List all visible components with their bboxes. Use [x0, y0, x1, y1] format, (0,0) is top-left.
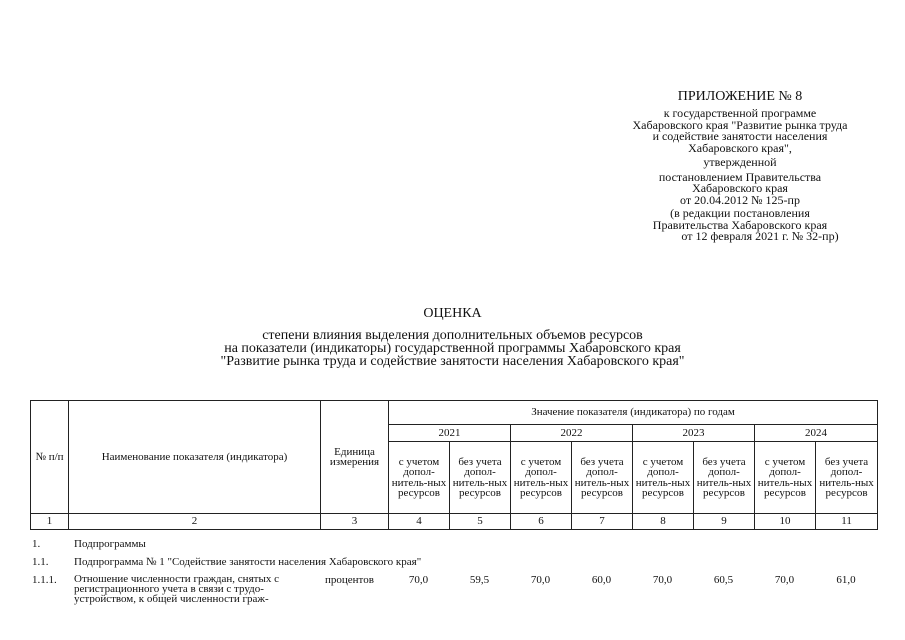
title-subline: на показатели (индикаторы) государственной программы Хабаровского края [224, 341, 681, 356]
header-values: Значение показателя (индикатора) по годам [389, 401, 878, 425]
header-year: 2022 [511, 425, 633, 442]
header-year: 2023 [633, 425, 755, 442]
row-number: 1.1. [32, 556, 49, 568]
value-2024-without: 61,0 [836, 574, 856, 586]
header-no: № п/п [31, 401, 69, 514]
title-subline: степени влияния выделения дополнительных объемов ресурсов [262, 328, 643, 343]
indicator-name-line: Отношение численности граждан, снятых с [74, 573, 279, 585]
value-2023-without: 60,5 [713, 574, 734, 586]
header-without-resources: без учета допол-нитель-ных ресурсов [450, 442, 511, 514]
appendix-line: Хабаровского края", [688, 140, 792, 155]
column-number: 7 [572, 514, 633, 530]
row-text: Подпрограмма № 1 "Содействие занятости населения Хабаровского края" [74, 556, 422, 568]
column-number: 1 [31, 514, 69, 530]
appendix-line: к государственной программе [663, 106, 817, 120]
header-without-resources: без учета допол-нитель-ных ресурсов [572, 442, 633, 514]
header-year: 2021 [389, 425, 511, 442]
header-year: 2024 [755, 425, 878, 442]
column-number: 4 [389, 514, 450, 530]
indicators-table [30, 400, 878, 530]
appendix-line: Правительства Хабаровского края [652, 217, 828, 232]
column-number: 3 [321, 514, 389, 530]
appendix-line: утвержденной [703, 155, 777, 169]
title-main: ОЦЕНКА [423, 306, 482, 321]
indicator-name-line: регистрационного учета в связи с трудо- [74, 583, 264, 595]
column-number: 5 [450, 514, 511, 530]
header-with-resources: с учетом допол-нитель-ных ресурсов [389, 442, 450, 514]
appendix-line: от 12 февраля 2021 г. № 32-пр) [681, 229, 839, 243]
header-with-resources: с учетом допол-нитель-ных ресурсов [755, 442, 816, 514]
column-number: 11 [816, 514, 878, 530]
header-with-resources: с учетом допол-нитель-ных ресурсов [633, 442, 694, 514]
value-2021-without: 59,5 [469, 574, 490, 586]
row-text: Подпрограммы [74, 538, 146, 550]
indicator-unit: процентов [325, 574, 374, 586]
indicator-name-line: устройством, к общей численности граж- [74, 593, 269, 605]
column-number: 2 [69, 514, 321, 530]
header-name: Наименование показателя (индикатора) [69, 401, 321, 514]
appendix-heading: ПРИЛОЖЕНИЕ № 8 [677, 89, 803, 104]
appendix-line: Хабаровского края "Развитие рынка труда [632, 117, 848, 132]
header-with-resources: с учетом допол-нитель-ных ресурсов [511, 442, 572, 514]
indicator-name [74, 574, 279, 604]
value-2022-without: 60,0 [591, 574, 612, 586]
header-without-resources: без учета допол-нитель-ных ресурсов [694, 442, 755, 514]
column-number: 8 [633, 514, 694, 530]
column-number: 6 [511, 514, 572, 530]
appendix-block [600, 90, 880, 243]
appendix-line: постановлением Правительства [658, 169, 822, 184]
appendix-line: (в редакции постановления [670, 206, 810, 220]
row-number: 1.1.1. [32, 574, 57, 586]
header-unit: Единица измерения [321, 401, 389, 514]
column-number: 9 [694, 514, 755, 530]
title-subline: "Развитие рынка труда и содействие занятости населения Хабаровского края" [220, 354, 685, 369]
value-2024-with: 70,0 [774, 574, 795, 586]
document-title [0, 307, 905, 368]
header-without-resources: без учета допол-нитель-ных ресурсов [816, 442, 878, 514]
column-number: 10 [755, 514, 816, 530]
appendix-line: и содействие занятости населения [652, 129, 828, 143]
value-2023-with: 70,0 [652, 574, 673, 586]
value-2022-with: 70,0 [530, 574, 551, 586]
value-2021-with: 70,0 [408, 574, 429, 586]
appendix-line: Хабаровского края [692, 181, 788, 195]
appendix-line: от 20.04.2012 № 125-пр [680, 192, 800, 207]
row-number: 1. [32, 538, 41, 550]
